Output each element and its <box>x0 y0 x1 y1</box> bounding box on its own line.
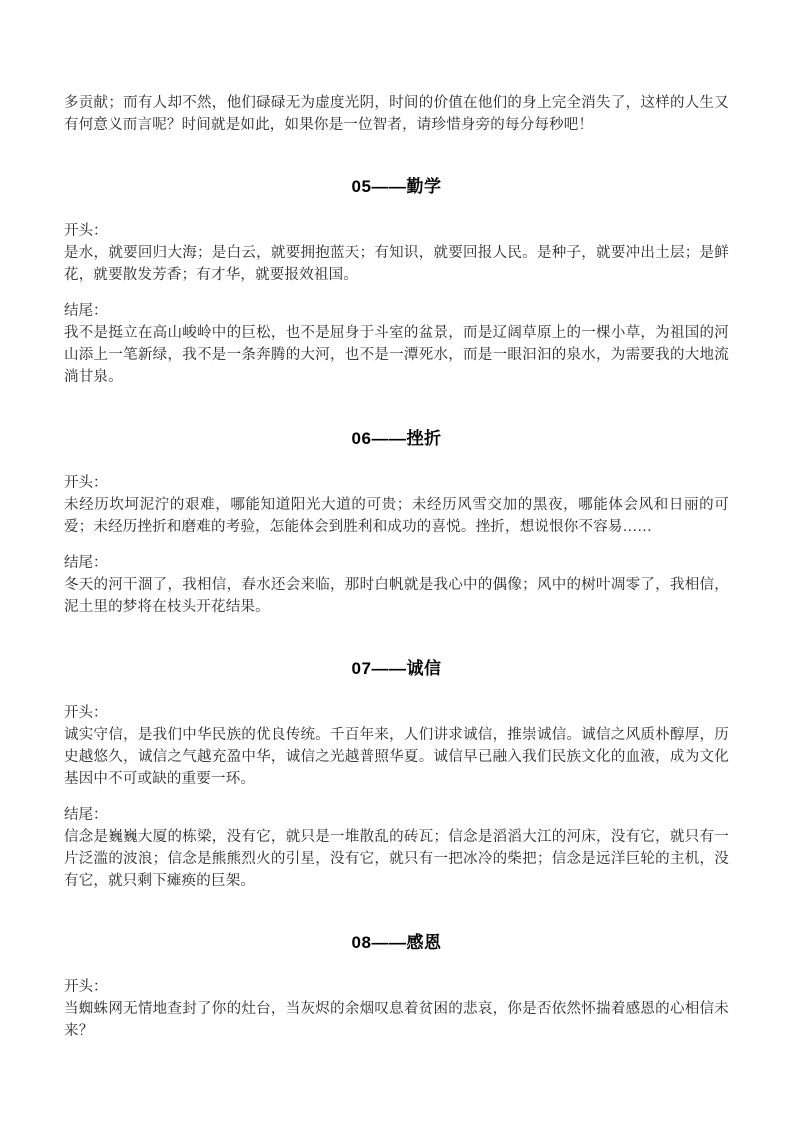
section-heading: 08——感恩 <box>351 933 442 952</box>
opening-block <box>64 220 729 286</box>
section-heading: 07——诚信 <box>351 659 442 678</box>
section-cuozhe <box>64 428 729 618</box>
opening-paragraph: 当蜘蛛网无情地查封了你的灶台，当灰烬的余烟叹息着贫困的悲哀，你是否依然怀揣着感恩的心相信未来？ <box>64 1001 729 1039</box>
opening-label: 开头： <box>64 223 108 239</box>
ending-label: 结尾： <box>64 303 108 319</box>
opening-label: 开头： <box>64 979 108 995</box>
opening-paragraph: 是水，就要回归大海；是白云，就要拥抱蓝天；有知识，就要回报人民。是种子，就要冲出土层；是鲜花，就要散发芳香；有才华，就要报效祖国。 <box>64 245 729 283</box>
opening-label: 开头： <box>64 475 108 491</box>
ending-block <box>64 300 729 388</box>
ending-block <box>64 804 729 892</box>
ending-block <box>64 552 729 618</box>
ending-paragraph: 冬天的河干涸了，我相信，春水还会来临，那时白帆就是我心中的偶像；风中的树叶凋零了，我相信，泥土里的梦将在枝头开花结果。 <box>64 577 729 615</box>
ending-label: 结尾： <box>64 555 108 571</box>
section-chengxin <box>64 658 729 892</box>
section-ganen <box>64 932 729 1042</box>
ending-paragraph: 信念是巍巍大厦的栋梁，没有它，就只是一堆散乱的砖瓦；信念是滔滔大江的河床，没有它，就只有一片泛滥的波浪；信念是熊熊烈火的引星，没有它，就只有一把冰冷的柴把；信念是远洋巨轮的主机，没有它，就只剩下瘫痪的巨架。 <box>64 829 729 889</box>
opening-paragraph: 未经历坎坷泥泞的艰难，哪能知道阳光大道的可贵；未经历风雪交加的黑夜，哪能体会风和日丽的可爱；未经历挫折和磨难的考验，怎能体会到胜利和成功的喜悦。挫折，想说恨你不容易…… <box>64 497 729 535</box>
ending-label: 结尾： <box>64 807 108 823</box>
section-qinxue <box>64 176 729 388</box>
ending-paragraph: 我不是挺立在高山峻岭中的巨松，也不是屈身于斗室的盆景，而是辽阔草原上的一棵小草，为祖国的河山添上一笔新绿，我不是一条奔腾的大河，也不是一潭死水，而是一眼汩汩的泉水，为需要我的大地流淌甘泉。 <box>64 325 729 385</box>
opening-block <box>64 472 729 538</box>
section-heading: 05——勤学 <box>351 177 442 196</box>
opening-paragraph: 诚实守信，是我们中华民族的优良传统。千百年来，人们讲求诚信，推崇诚信。诚信之风质朴醇厚，历史越悠久，诚信之气越充盈中华，诚信之光越普照华夏。诚信早已融入我们民族文化的血液，成为文化基因中不可或缺的重要一环。 <box>64 727 729 787</box>
opening-block <box>64 976 729 1042</box>
section-heading: 06——挫折 <box>351 429 442 448</box>
opening-block <box>64 702 729 790</box>
opening-label: 开头： <box>64 705 108 721</box>
intro-paragraph: 多贡献；而有人却不然，他们碌碌无为虚度光阴，时间的价值在他们的身上完全消失了，这样的人生又有何意义而言呢？时间就是如此，如果你是一位智者，请珍惜身旁的每分每秒吧！ <box>64 95 729 133</box>
